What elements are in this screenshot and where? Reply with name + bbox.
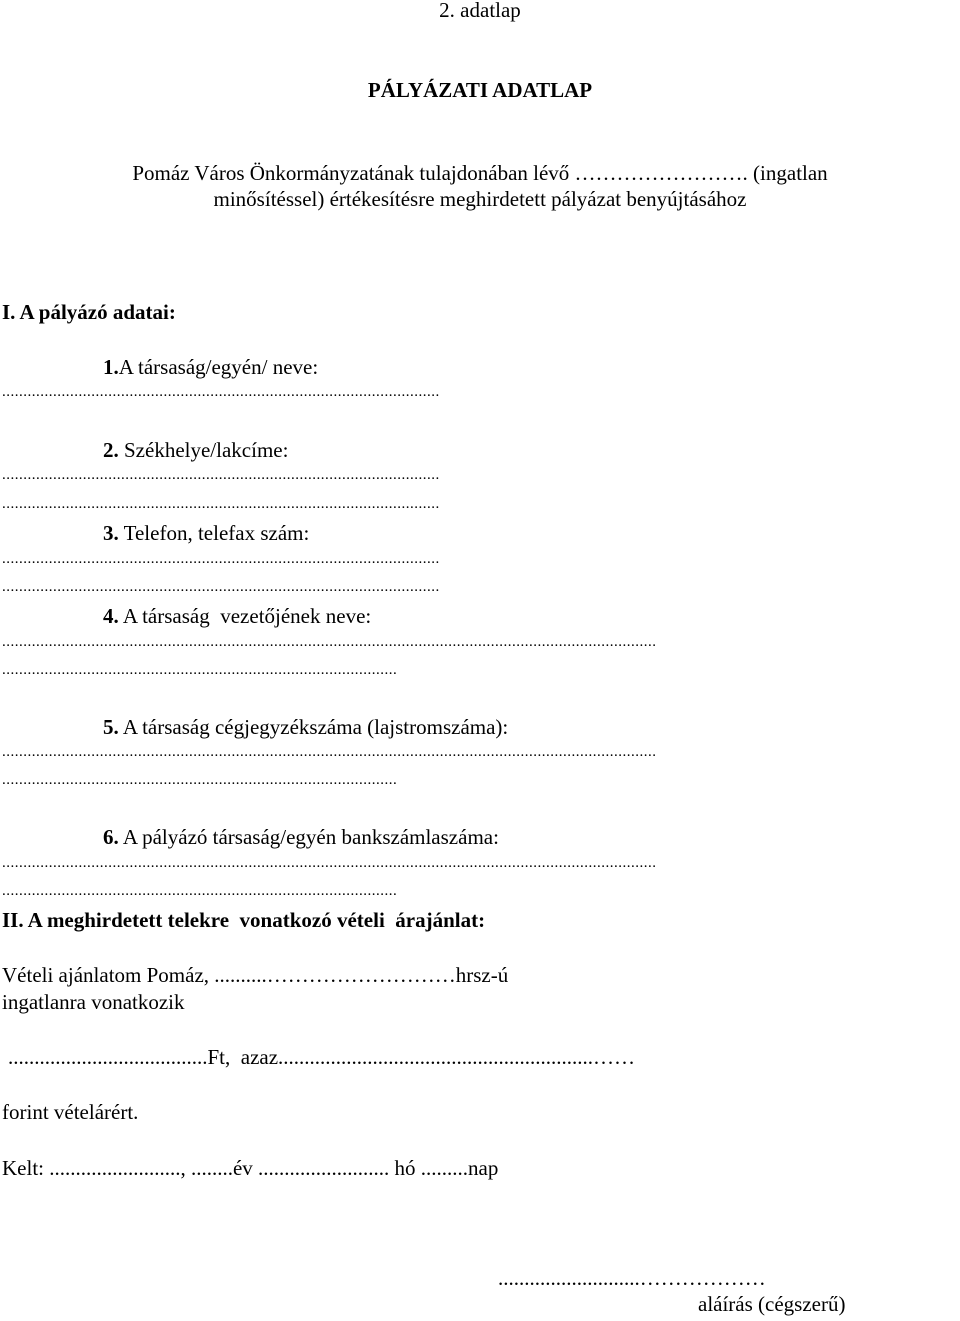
field-2-dots-1[interactable]: ....................................................................................................... (2, 467, 440, 483)
field-6-label (103, 827, 499, 848)
field-3-text: Telefon, telefax szám: (118, 521, 310, 545)
date-line[interactable]: Kelt: ........................., ........év ......................... hó .........nap (2, 1156, 499, 1180)
field-1-label (103, 357, 318, 378)
field-1-text: A társaság/egyén/ neve: (118, 355, 319, 379)
field-1-number: 1. (103, 355, 119, 379)
field-4-dots-2[interactable]: ............................................................................................. (2, 662, 398, 678)
field-4-text: A társaság vezetőjének neve: (118, 604, 372, 628)
field-5-dots-2[interactable]: ............................................................................................. (2, 772, 398, 788)
offer-line-1[interactable]: Vételi ajánlatom Pomáz, ..........………………………hrsz-ú (2, 963, 509, 987)
section-1-title: I. A pályázó adatai: (2, 300, 176, 324)
signature-label: aláírás (cégszerű) (698, 1292, 846, 1316)
field-3-dots-1[interactable]: ....................................................................................................... (2, 551, 440, 567)
field-2-dots-2[interactable]: ....................................................................................................... (2, 496, 440, 512)
field-6-text: A pályázó társaság/egyén bankszámlaszáma: (118, 825, 499, 849)
field-5-dots-1[interactable]: .......................................................................................................................................................... (2, 745, 657, 760)
field-5-label (103, 717, 508, 738)
field-6-dots-2[interactable]: ............................................................................................. (2, 883, 398, 899)
field-4-number: 4. (103, 604, 119, 628)
intro-line-1: Pomáz Város Önkormányzatának tulajdonában lévő ……………………. (ingatlan (132, 161, 828, 185)
field-5-number: 5. (103, 715, 119, 739)
field-2-number: 2. (103, 438, 119, 462)
form-title: PÁLYÁZATI ADATLAP (367, 78, 593, 102)
price-line[interactable]: ......................................Ft, azaz............................................................…… (8, 1045, 636, 1069)
signature-dots[interactable]: ...........................……………… (498, 1266, 766, 1290)
field-3-label (103, 523, 309, 544)
field-5-text: A társaság cégjegyzékszáma (lajstromszáma): (118, 715, 509, 739)
intro-line-2: minősítéssel) értékesítésre meghirdetett pályázat benyújtásához (213, 187, 747, 211)
price-suffix: forint vételárért. (2, 1100, 139, 1124)
field-2-label (103, 440, 288, 461)
field-3-dots-2[interactable]: ....................................................................................................... (2, 579, 440, 595)
field-3-number: 3. (103, 521, 119, 545)
field-1-dots[interactable]: ....................................................................................................... (2, 384, 440, 400)
sheet-label: 2. adatlap (439, 0, 521, 22)
field-2-text: Székhelye/lakcíme: (118, 438, 289, 462)
field-6-number: 6. (103, 825, 119, 849)
field-4-label (103, 606, 371, 627)
field-4-dots-1[interactable]: .......................................................................................................................................................... (2, 635, 657, 650)
field-6-dots-1[interactable]: .......................................................................................................................................................... (2, 856, 657, 871)
section-2-title: II. A meghirdetett telekre vonatkozó vételi árajánlat: (2, 908, 486, 932)
offer-line-2: ingatlanra vonatkozik (2, 990, 185, 1014)
